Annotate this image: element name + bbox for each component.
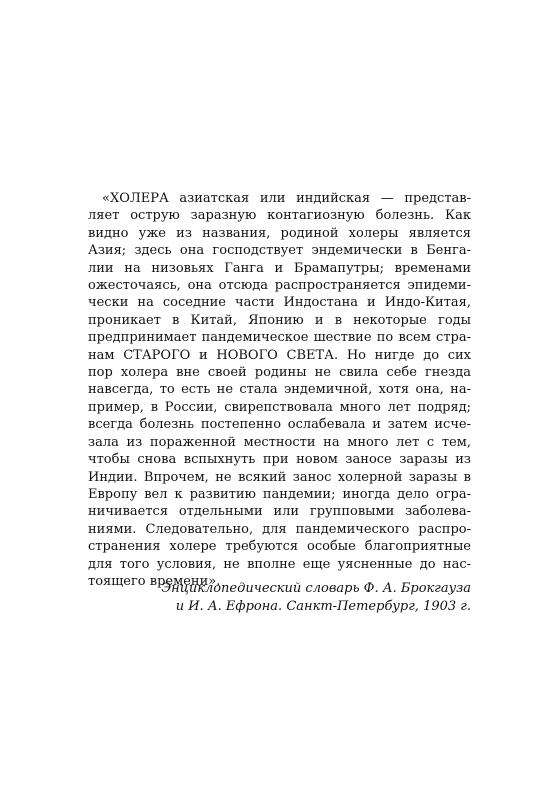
source-line-1: Энциклопедический словарь Ф. А. Брокгауза: [161, 581, 471, 596]
epigraph-line: странения холере требуются особые благоприятные: [88, 539, 471, 555]
epigraph-line: Азия; здесь она господствует эндемически в Бенга-: [88, 243, 471, 259]
epigraph-line: ниями. Следовательно, для пандемического распро-: [88, 521, 471, 537]
epigraph-line: чтобы снова вспыхнуть при новом заносе заразы из: [88, 452, 471, 468]
epigraph-line: навсегда, то есть не стала эндемичной, хотя она, на-: [88, 382, 471, 398]
epigraph-quote: [88, 190, 471, 590]
epigraph-line: всегда болезнь постепенно ослабевала и затем исче-: [88, 417, 471, 433]
epigraph-source: [140, 580, 471, 616]
epigraph-line: чески на соседние части Индостана и Индо-Китая,: [88, 295, 471, 311]
epigraph-line: лии на низовьях Ганга и Брамапутры; временами: [88, 260, 471, 276]
epigraph-line: «ХОЛЕРА азиатская или индийская — представ-: [102, 191, 471, 206]
epigraph-line: Индии. Впрочем, не всякий занос холерной заразы в: [88, 469, 471, 485]
epigraph-line: для того условия, не вполне еще уясненные до нас-: [88, 556, 471, 572]
epigraph-line: пример, в России, свирепствовала много лет подряд;: [88, 399, 471, 415]
epigraph-line: проникает в Китай, Японию и в некоторые годы: [88, 312, 471, 328]
epigraph-line: видно уже из названия, родиной холеры является: [88, 225, 471, 241]
epigraph-line: пор холера вне своей родины не свила себе гнезда: [88, 365, 471, 381]
epigraph-line: ляет острую заразную контагиозную болезнь. Как: [88, 208, 471, 224]
epigraph-line: нам СТАРОГО и НОВОГО СВЕТА. Но нигде до сих: [88, 347, 471, 363]
epigraph-line: ожесточаясь, она отсюда распространяется эпидеми-: [88, 278, 471, 294]
epigraph-line: предпринимает пандемическое шествие по всем стра-: [88, 330, 471, 346]
epigraph-line: Европу вел к развитию пандемии; иногда дело огра-: [88, 486, 471, 502]
source-line-2: и И. А. Ефрона. Санкт-Петербург, 1903 г.: [175, 599, 471, 614]
epigraph-line: тоящего времени».: [88, 573, 221, 589]
epigraph-line: зала из пораженной местности на много лет с тем,: [88, 434, 471, 450]
epigraph-line: ничивается отдельными или групповыми заболева-: [88, 504, 471, 520]
